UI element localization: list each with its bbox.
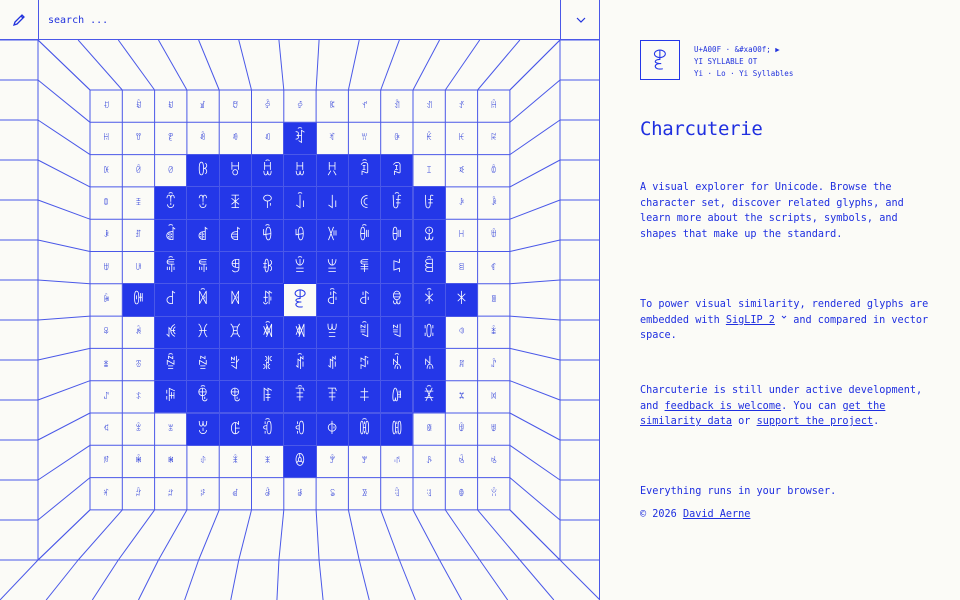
glyph-cell[interactable]: ꀩ [155, 187, 186, 218]
glyph-cell[interactable]: ꀹ [252, 220, 283, 251]
glyph-codepoint[interactable]: U+A00F · &#xa00f; ▶ [694, 45, 780, 54]
development-text-1: Charcuterie is still under active development, and [640, 385, 923, 412]
glyph-cell[interactable]: ꁏ [123, 284, 154, 315]
glyph-cell[interactable]: ꀯ [349, 187, 380, 218]
glyph-cell[interactable]: ꂔ [284, 446, 315, 477]
glyph-cell[interactable]: ꁬ [252, 349, 283, 380]
glyph-cell[interactable]: ꀌ [490, 101, 497, 111]
glyph-cell[interactable]: ꀽ [381, 220, 412, 251]
development-paragraph [640, 383, 930, 430]
glyph-cell[interactable]: ꁴ [103, 391, 110, 401]
glyph-cell[interactable]: ꁍ [490, 262, 497, 272]
glyph-cell[interactable]: ꀖ [393, 133, 400, 143]
page-title: Charcuterie [640, 118, 763, 140]
glyph-cell[interactable]: ꂛ [103, 488, 110, 498]
glyph-cell[interactable]: ꂙ [458, 456, 465, 466]
glyph-cell[interactable]: ꂘ [426, 456, 433, 466]
glyph-cell[interactable]: ꁵ [135, 391, 142, 401]
glyph-cell[interactable]: ꁹ [252, 381, 283, 412]
top-bar [0, 0, 600, 40]
glyph-cell[interactable]: ꂁ [103, 424, 110, 434]
glyph-cell[interactable]: ꁌ [458, 262, 465, 272]
glyph-cell[interactable]: ꀚ [103, 165, 110, 175]
glyph-cell[interactable]: ꀱ [414, 187, 445, 218]
glyph-cell[interactable]: ꁈ [317, 252, 348, 283]
glyph-cell[interactable]: ꁇ [284, 252, 315, 283]
glyph-cell[interactable]: ꀧ [103, 198, 110, 208]
glyph-cell[interactable]: ꀡ [317, 155, 348, 186]
glyph-cell[interactable]: ꀵ [135, 230, 142, 240]
development-text-4: . [873, 416, 880, 427]
glyph-cell[interactable]: ꁄ [187, 252, 218, 283]
glyph-cell[interactable]: ꁽ [381, 381, 412, 412]
glyph-cell[interactable]: ꁂ [135, 262, 142, 272]
glyph-cell[interactable]: ꁱ [414, 349, 445, 380]
glyph-cell-selected[interactable]: ꀏ [284, 284, 315, 315]
glyph-cell[interactable]: ꁗ [414, 284, 445, 315]
glyph-cell[interactable]: ꀮ [317, 187, 348, 218]
glyph-cell[interactable]: ꀷ [187, 220, 218, 251]
info-panel [600, 0, 960, 600]
intro-paragraph: A visual explorer for Unicode. Browse the character set, discover related glyphs, and learn more about the scripts, symbols, and shapes that make up the standard. [640, 182, 904, 240]
glyph-cell[interactable]: ꁎ [103, 294, 110, 304]
glyph-cell[interactable]: ꀑ [232, 133, 239, 143]
support-project-link[interactable]: support the project [756, 416, 874, 427]
glyph-cell[interactable]: ꂌ [458, 424, 465, 434]
search-input[interactable] [40, 0, 560, 40]
similarity-data-link[interactable]: get the similarity data [640, 400, 886, 427]
glyph-cell[interactable]: ꂕ [329, 456, 336, 466]
glyph-cell[interactable]: ꀼ [349, 220, 380, 251]
glyph-cell[interactable]: ꀿ [458, 230, 465, 240]
glyph-cell[interactable]: ꀙ [490, 133, 497, 143]
glyph-cell[interactable]: ꀎ [135, 133, 142, 143]
glyph-cell[interactable]: ꀳ [490, 198, 497, 208]
glyph-cell[interactable]: ꁃ [155, 252, 186, 283]
glyph-cell[interactable]: ꂤ [393, 488, 400, 498]
glyph-cell[interactable]: ꁊ [381, 252, 412, 283]
glyph-cell[interactable]: ꂜ [135, 488, 142, 498]
glyph-cell[interactable]: ꂡ [296, 488, 304, 498]
glyph-cell[interactable]: ꂐ [167, 456, 174, 466]
feedback-link[interactable]: feedback is welcome [664, 400, 782, 412]
glyph-cell[interactable]: ꁝ [187, 317, 218, 348]
glyph-cell[interactable]: ꁧ [103, 359, 110, 369]
glyph-cell[interactable]: ꁭ [284, 349, 315, 380]
glyph-cell[interactable]: ꂀ [490, 391, 497, 401]
glyph-cell[interactable]: ꁆ [252, 252, 283, 283]
glyph-cell[interactable]: ꁅ [220, 252, 251, 283]
glyph-cell[interactable]: ꀘ [458, 133, 465, 143]
glyph-cell[interactable]: ꀾ [414, 220, 445, 251]
glyph-cell[interactable]: ꀺ [284, 220, 315, 251]
glyph-cell[interactable]: ꁲ [458, 359, 465, 369]
glyph-cell[interactable]: ꁼ [349, 381, 380, 412]
glyph-name: YI SYLLABLE OT [694, 57, 758, 66]
similarity-text-1: To power visual similarity, rendered glyphs are embedded with [640, 299, 929, 326]
glyph-cell[interactable]: ꁦ [490, 327, 497, 337]
glyph-cell[interactable]: ꁥ [458, 327, 465, 337]
glyph-cell[interactable]: ꁔ [317, 284, 348, 315]
glyph-cell[interactable]: ꂝ [167, 488, 174, 498]
glyph-cell[interactable]: ꂖ [361, 456, 368, 466]
glyph-cell[interactable]: ꀸ [220, 220, 251, 251]
glyph-cell[interactable]: ꀓ [284, 123, 315, 154]
pencil-icon [12, 13, 26, 27]
glyph-cell[interactable]: ꁾ [414, 381, 445, 412]
glyph-cell[interactable]: ꀕ [361, 133, 368, 143]
glyph-cell[interactable]: ꀥ [458, 165, 465, 175]
glyph-cell[interactable]: ꀰ [381, 187, 412, 218]
glyph-cell[interactable]: ꀫ [220, 187, 251, 218]
glyph-cell[interactable]: ꀈ [361, 101, 368, 111]
glyph-cell[interactable]: ꀂ [167, 101, 174, 111]
glyph-cell[interactable]: ꁉ [349, 252, 380, 283]
glyph-cell[interactable]: ꁪ [187, 349, 218, 380]
glyph-cell[interactable]: ꂏ [135, 456, 142, 466]
development-text-3: or [732, 416, 757, 427]
glyph-cell[interactable]: ꂣ [361, 488, 368, 498]
selected-glyph: ꀏ [640, 40, 680, 80]
glyph-cell[interactable]: ꀄ [232, 101, 239, 111]
glyph-cell[interactable]: ꀅ [264, 101, 271, 111]
glyph-cell[interactable]: ꀍ [103, 133, 110, 143]
similarity-text-2: and compared in vector space. [640, 314, 929, 341]
glyph-cell[interactable]: ꀞ [220, 155, 251, 186]
glyph-cell[interactable]: ꂦ [458, 488, 465, 498]
glyph-cell[interactable]: ꂎ [103, 456, 110, 466]
glyph-cell[interactable]: ꀐ [199, 133, 207, 143]
glyph-cell[interactable]: ꀆ [296, 101, 304, 111]
glyph-cell[interactable]: ꁋ [414, 252, 445, 283]
glyph-cell[interactable]: ꁸ [220, 381, 251, 412]
glyph-cell[interactable]: ꂢ [329, 488, 336, 498]
glyph-cell[interactable]: ꀒ [264, 133, 271, 143]
glyph-cell[interactable]: ꀟ [252, 155, 283, 186]
glyph-cell[interactable]: ꁩ [155, 349, 186, 380]
glyph-cell[interactable]: ꁻ [317, 381, 348, 412]
glyph-cell[interactable]: ꂃ [167, 424, 174, 434]
glyph-cell[interactable]: ꁖ [381, 284, 412, 315]
glyph-cell[interactable]: ꀉ [393, 101, 400, 111]
glyph-cell[interactable]: ꀗ [426, 133, 433, 143]
glyph-cell[interactable]: ꀤ [426, 165, 433, 175]
glyph-cell[interactable]: ꂉ [349, 414, 380, 445]
glyph-cell[interactable]: ꁮ [317, 349, 348, 380]
glyph-cell[interactable]: ꁙ [490, 294, 497, 304]
glyph-cell[interactable]: ꂓ [264, 456, 271, 466]
glyph-cell[interactable]: ꀏ [167, 133, 174, 143]
glyph-cell[interactable]: ꁳ [490, 359, 497, 369]
glyph-cell[interactable]: ꁠ [284, 317, 315, 348]
glyph-cell[interactable]: ꂞ [199, 488, 207, 498]
glyph-cell[interactable]: ꁷ [187, 381, 218, 412]
glyph-cell[interactable]: ꀴ [103, 230, 110, 240]
glyph-cell[interactable]: ꀶ [155, 220, 186, 251]
glyph-cell[interactable]: ꂅ [220, 414, 251, 445]
glyph-cell[interactable]: ꁁ [103, 262, 110, 272]
glyph-cell[interactable]: ꂧ [490, 488, 497, 498]
glyph-cell[interactable]: ꁀ [490, 230, 497, 240]
glyph-cell[interactable]: ꂟ [232, 488, 239, 498]
glyph-cell[interactable]: ꀁ [135, 101, 142, 111]
glyph-cell[interactable]: ꁛ [135, 327, 142, 337]
glyph-details [694, 44, 793, 80]
draw-button[interactable] [0, 0, 39, 40]
glyph-cell[interactable]: ꀛ [135, 165, 142, 175]
glyph-cell[interactable]: ꁟ [252, 317, 283, 348]
glyph-cell[interactable]: ꂇ [284, 414, 315, 445]
glyph-cell[interactable]: ꀪ [187, 187, 218, 218]
similarity-paragraph [640, 297, 930, 344]
glyph-cell[interactable]: ꀇ [329, 101, 336, 111]
chevron-down-icon [576, 17, 586, 23]
glyph-cell[interactable]: ꂗ [393, 456, 400, 466]
glyph-cell[interactable]: ꁶ [155, 381, 186, 412]
siglip-link[interactable]: SigLIP 2 [725, 314, 775, 326]
glyph-cell[interactable]: ꀀ [103, 101, 110, 111]
glyph-cell[interactable]: ꀦ [490, 165, 497, 175]
glyph-cell[interactable]: ꂚ [490, 456, 497, 466]
glyph-cell[interactable]: ꀨ [135, 198, 142, 208]
glyph-cell[interactable]: ꀔ [329, 133, 336, 143]
glyph-cell[interactable]: ꁒ [220, 284, 251, 315]
glyph-cell[interactable]: ꂍ [490, 424, 497, 434]
glyph-cell[interactable]: ꁓ [252, 284, 283, 315]
glyph-cell[interactable]: ꀝ [187, 155, 218, 186]
glyph-cell[interactable]: ꁰ [381, 349, 412, 380]
glyph-cell[interactable]: ꁺ [284, 381, 315, 412]
glyph-cell[interactable]: ꀻ [317, 220, 348, 251]
glyph-cell[interactable]: ꁕ [349, 284, 380, 315]
glyph-cell[interactable]: ꁚ [103, 327, 110, 337]
glyph-cell[interactable]: ꀜ [167, 165, 174, 175]
glyph-cell[interactable]: ꂒ [232, 456, 239, 466]
glyph-cell[interactable]: ꁢ [349, 317, 380, 348]
development-text-2: . You can [781, 400, 843, 412]
glyph-cell[interactable]: ꁯ [349, 349, 380, 380]
glyph-cell[interactable]: ꀲ [458, 198, 465, 208]
glyph-cell[interactable]: ꀢ [349, 155, 380, 186]
glyph-cell[interactable]: ꁜ [155, 317, 186, 348]
glyph-cell[interactable]: ꀊ [426, 101, 433, 111]
glyph-cell[interactable]: ꀭ [284, 187, 315, 218]
glyph-cell[interactable]: ꂋ [426, 424, 433, 434]
glyph-cell[interactable]: ꁣ [381, 317, 412, 348]
glyph-cell[interactable]: ꂈ [317, 414, 348, 445]
glyph-cell[interactable]: ꂂ [135, 424, 142, 434]
glyph-cell[interactable]: ꀃ [199, 101, 207, 111]
glyph-cell[interactable]: ꂥ [426, 488, 433, 498]
glyph-meta: Yi · Lo · Yi Syllables [694, 69, 794, 78]
copyright [640, 507, 930, 523]
glyph-cell[interactable]: ꀣ [381, 155, 412, 186]
copyright-text: © 2026 [640, 509, 683, 520]
glyph-cell[interactable]: ꀋ [458, 101, 465, 111]
glyph-cell[interactable]: ꁘ [446, 284, 477, 315]
glyph-cell[interactable]: ꀠ [284, 155, 315, 186]
glyph-cell[interactable]: ꂠ [264, 488, 271, 498]
glyph-cell[interactable]: ꂑ [199, 456, 207, 466]
dropdown-toggle[interactable] [560, 0, 600, 40]
glyph-cell[interactable]: ꁡ [317, 317, 348, 348]
glyph-cell[interactable]: ꁿ [458, 391, 465, 401]
glyph-cell[interactable]: ꁞ [220, 317, 251, 348]
glyph-cell[interactable]: ꁨ [135, 359, 142, 369]
glyph-cell[interactable]: ꁫ [220, 349, 251, 380]
glyph-cell[interactable]: ꂆ [252, 414, 283, 445]
glyph-cell[interactable]: ꁑ [187, 284, 218, 315]
browser-note: Everything runs in your browser. [640, 486, 837, 497]
glyph-cell[interactable]: ꁤ [414, 317, 445, 348]
author-link[interactable]: David Aerne [682, 509, 751, 520]
glyph-cell[interactable]: ꂊ [381, 414, 412, 445]
glyph-cell[interactable]: ꁐ [155, 284, 186, 315]
glyph-cell[interactable]: ꀬ [252, 187, 283, 218]
glyph-cell[interactable]: ꂄ [187, 414, 218, 445]
